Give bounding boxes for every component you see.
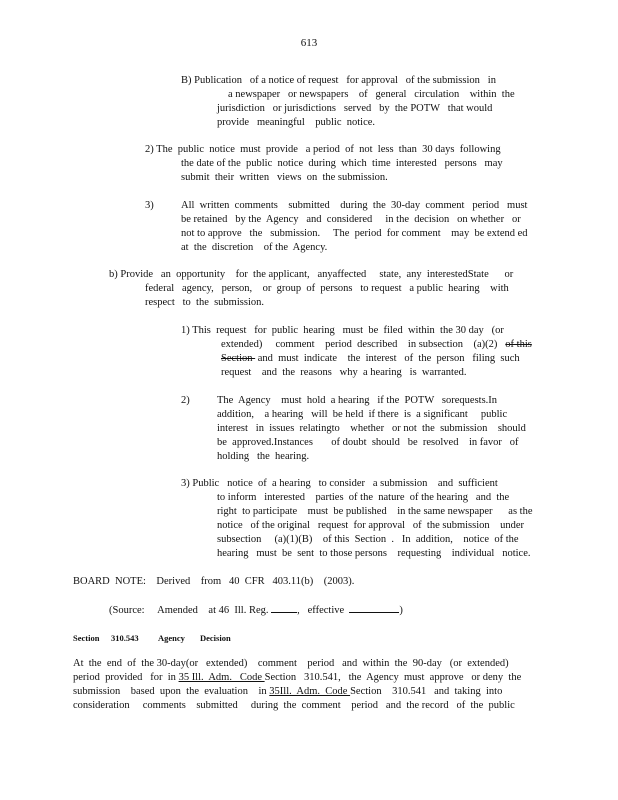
h2-line-3: interest in issues relatingto whether or not the submission should xyxy=(217,423,526,434)
h2-number: 2) xyxy=(181,395,190,406)
h3-line-6: hearing must be sent to those persons requesting individual notice. xyxy=(217,548,531,559)
source-label: (Source: Amended at 46 Ill. Reg. xyxy=(109,605,269,616)
h3-line-4: notice of the original request for approval of the submission under xyxy=(217,520,525,531)
source-note xyxy=(109,602,403,618)
source-close: ) xyxy=(399,605,403,616)
h3-line-1: 3) Public notice of a hearing to consider a submission and sufficient xyxy=(181,478,498,489)
section-number: 310.543 xyxy=(111,633,139,643)
h2-line-1: The Agency must hold a hearing if the POTW sorequests.In xyxy=(217,395,498,406)
h3-line-2: to inform interested parties of the nature of the hearing and the xyxy=(217,492,510,503)
final-line-3-b: Section 310.541 and taking into xyxy=(350,686,503,697)
b1-line-1: B) Publication of a notice of request for approval of the submission in xyxy=(181,75,496,86)
h2-line-5: holding the hearing. xyxy=(217,451,310,462)
item3-number: 3) xyxy=(145,200,154,211)
h1-line-2-text: extended) comment period described in subsection (a)(2) xyxy=(221,339,506,350)
source-effective-label: , effective xyxy=(297,605,345,616)
final-line-2-a: period provided for in xyxy=(73,672,179,683)
h3-line-5: subsection (a)(1)(B) of this Section . In addition, notice of the xyxy=(217,534,519,545)
section-title-agency: Agency xyxy=(158,633,185,643)
final-line-3 xyxy=(73,685,502,699)
final-line-1: At the end of the 30-day(or extended) comment period and within the 90-day (or extended) xyxy=(73,658,509,669)
item2-line-2: the date of the public notice during which time interested persons may xyxy=(181,158,503,169)
section-title-decision: Decision xyxy=(200,633,231,643)
b1-line-3: jurisdiction or jurisdictions served by the POTW that would xyxy=(217,103,493,114)
b-line-2: federal agency, person, or group of persons to request a public hearing with xyxy=(145,283,509,294)
section-label: Section xyxy=(73,633,100,643)
final-line-4: consideration comments submitted during the comment period and the record of the public xyxy=(73,700,515,711)
board-note: BOARD NOTE: Derived from 40 CFR 403.11(b) (2003). xyxy=(73,576,355,587)
item2-line-3: submit their written views on the submission. xyxy=(181,172,388,183)
item3-line-2: be retained by the Agency and considered in the decision on whether or xyxy=(181,214,521,225)
h1-line-2 xyxy=(221,338,532,352)
h3-line-3: right to participate must be published in the same newspaper as the xyxy=(217,506,533,517)
b-line-3: respect to the submission. xyxy=(145,297,264,308)
item2-line-1: 2) The public notice must provide a period of not less than 30 days following xyxy=(145,144,501,155)
final-line-2-b: Section 310.541, the Agency must approve or deny the xyxy=(264,672,522,683)
final-line-2 xyxy=(73,671,521,685)
final-line-2-code-ref: 35 Ill. Adm. Code xyxy=(178,672,265,683)
h2-line-2: addition, a hearing will be held if there is a significant public xyxy=(217,409,508,420)
h1-line-4: request and the reasons why a hearing is warranted. xyxy=(221,367,467,378)
b1-line-2: a newspaper or newspapers of general circulation within the xyxy=(228,89,515,100)
source-blank-reg xyxy=(271,602,297,613)
h1-line-3-text: and must indicate the interest of the person filing such xyxy=(255,353,520,364)
h1-line-1: 1) This request for public hearing must be filed within the 30 day (or xyxy=(181,325,504,336)
h1-line-3 xyxy=(221,352,520,366)
item3-line-1: All written comments submitted during the 30-day comment period must xyxy=(181,200,528,211)
source-blank-date xyxy=(349,602,399,613)
b1-line-4: provide meaningful public notice. xyxy=(217,117,376,128)
h1-deleted-text: of this xyxy=(505,339,532,350)
item3-line-4: at the discretion of the Agency. xyxy=(181,242,328,253)
final-line-3-code-ref: 35Ill. Adm. Code xyxy=(269,686,351,697)
item3-line-3: not to approve the submission. The period for comment may be extend ed xyxy=(181,228,528,239)
h1-deleted-section: Section xyxy=(221,353,256,364)
final-line-3-a: submission based upon the evaluation in xyxy=(73,686,270,697)
h2-line-4: be approved.Instances of doubt should be resolved in favor of xyxy=(217,437,519,448)
page-number: 613 xyxy=(300,37,318,49)
b-line-1: b) Provide an opportunity for the applicant, anyaffected state, any interestedState or xyxy=(109,269,514,280)
